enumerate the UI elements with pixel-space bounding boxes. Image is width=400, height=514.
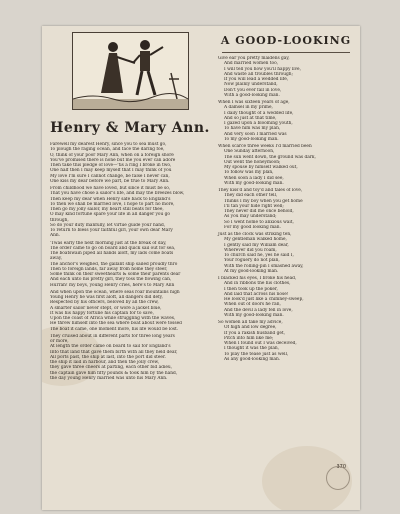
verse-line: or more, xyxy=(50,339,69,344)
verse-line: And each unto his pretty girl, they toss the flowing can, xyxy=(50,277,172,283)
verse-line: From childhood we have loved, but since it must be so, xyxy=(50,186,171,191)
verse-line: They kiss'd and toy'd and tales of love, xyxy=(218,188,303,193)
verse-line: He threw himself into the sea where boat about were tossed xyxy=(50,321,182,327)
verse-line: Ann. xyxy=(50,233,61,239)
verse-line: As any good-looking man. xyxy=(224,356,281,362)
verse-line: Give ear you pretty maidens gay, xyxy=(218,56,290,61)
verse-line: At my good-looking man. xyxy=(224,268,279,274)
woodcut-illustration xyxy=(72,32,189,110)
verse-line: To plough the raging ocean, and face the daring foe, xyxy=(50,147,165,153)
verse-line: I then took up the poker, xyxy=(224,286,278,292)
verse-line: My gentleman walked home, xyxy=(224,237,287,243)
verse-line: Just as the clock was striking ten, xyxy=(218,232,292,237)
verse-line: With my good-looking man. xyxy=(224,180,284,186)
verse-line: With a good-looking man. xyxy=(224,92,280,98)
verse xyxy=(216,188,356,230)
verse-line: The sun went down, the ground was dark, xyxy=(224,154,316,160)
verse-line: the ship it laid in harbour, and then the jolly crew, xyxy=(50,360,160,365)
verse-line: So do your duty manfully, let virtue guide your hand, xyxy=(50,222,166,228)
verse-line: Wherever did you roam, xyxy=(224,247,277,253)
verse-line: When out of doors he ran, xyxy=(224,302,281,308)
verse-line: Farewell my dearest Henry, since you to sea must go, xyxy=(50,142,167,147)
verse-line: And waste all troubles through; xyxy=(224,71,293,77)
verse-line: As you may understand; xyxy=(224,214,277,220)
verse-line: Out went the honeymoon; xyxy=(224,159,281,165)
verse-line: I blacked his eyes, I broke his head, xyxy=(218,276,297,281)
right-column xyxy=(216,32,356,364)
verse-line: To church said he, yes he said I, xyxy=(224,253,294,258)
broadside-sheet xyxy=(42,26,360,510)
verse-line: They did each other tell, xyxy=(224,193,278,199)
verse-line: Into that land that gave them birth with all they held dear, xyxy=(50,349,178,355)
verse-line: I gazed upon a blooming youth, xyxy=(224,121,293,126)
verse xyxy=(50,290,210,332)
verse-line: Now plainly understand, xyxy=(224,82,278,88)
verse xyxy=(216,56,356,98)
verse-line: away, xyxy=(50,256,63,262)
verse-line: Hurrah! my boys, young Henry cries, here's to Mary Ann xyxy=(50,282,175,288)
verse-line: The anchor's weighed, the gallant ship sailed proudly thro xyxy=(50,261,178,267)
verse-line: I thought it was the plan, xyxy=(224,346,280,352)
verse-line: Then keep my dear when Henry safe back to England's xyxy=(50,196,171,202)
verse-line: And laid that across his nose! xyxy=(224,291,289,297)
verse-line: The boatswain piped all hands aloft, my lads come boats xyxy=(50,251,174,256)
verse-line: He look'd just like a chimney-sweep, xyxy=(224,297,304,302)
verse-line: That you have chose a sailor's life, and may the breezes blow, xyxy=(50,191,185,197)
verse-line: To my good-looking man. xyxy=(224,136,279,142)
verse-line: One Sunday afternoon, xyxy=(224,149,275,155)
verse-line: And so just at that time, xyxy=(224,115,277,121)
verse-line: through, xyxy=(50,217,69,223)
verse-line: Of high and low degree, xyxy=(224,325,277,331)
verse-line: And the devil a lady fell in love, xyxy=(224,307,293,313)
verse-line: With my good-looking man. xyxy=(224,312,284,318)
couple-woodcut-icon xyxy=(73,33,188,109)
verse-line: For my good looking man. xyxy=(224,224,281,230)
verse-line: They never did me once behold, xyxy=(224,209,294,214)
verse-line: A smarter sailor never stept, or wore a jacket blue, xyxy=(50,305,162,311)
verse-line: O, think of your poor Mary Ann, when on a foreign shore xyxy=(50,152,174,158)
verse-line: they gave three cheers at parting, each other bid adieu, xyxy=(50,365,173,371)
right-verses xyxy=(216,56,356,362)
verse-line: Your roguery do not plan, xyxy=(224,258,280,264)
verse-line: I will tell you how you'll happy live, xyxy=(224,66,301,72)
verse-line: Then go my jolly sailor, my heart still beats for thee, xyxy=(50,207,164,212)
verse-line: A damsel in my prime, xyxy=(224,105,273,111)
verse-line: the day young Henry married was unto his Mary Ann. xyxy=(50,375,168,381)
verse-line: One half then I may keep myself that I may think of you xyxy=(50,168,172,174)
verse xyxy=(50,186,210,239)
verse-line: Young Henry he was first aloft, all dangers did defy, xyxy=(50,295,163,300)
verse-line: If you a rakish husband get, xyxy=(224,330,285,336)
verse-line: I gently said my William dear, xyxy=(224,242,289,248)
verse-line: With the rolling-pin I smashed away, xyxy=(224,263,304,269)
ballad-title-henry-mary-ann: Henry & Mary Ann. xyxy=(50,120,210,136)
verse-line: To have him was my plan, xyxy=(224,126,281,132)
verse-line: And married women too, xyxy=(224,61,279,67)
verse-line: O may kind fortune spare your life in all danger you go xyxy=(50,212,170,218)
verse-line: When I found out I was deceived, xyxy=(224,341,297,346)
verse-line: One kiss my dear before we part, be true to Mary Ann. xyxy=(50,178,170,184)
verse-line: You've promised there is none but me you ever can adore xyxy=(50,157,176,163)
verse xyxy=(216,320,356,362)
verse-line: And very soon I married was xyxy=(224,131,287,137)
ballad-title-good-looking: A GOOD-LOOKING xyxy=(220,34,352,47)
verse-line: To then we shall be married love, I hope to part no more, xyxy=(50,201,175,207)
verse-line: It was his happy fortune his captain for to save, xyxy=(50,310,154,316)
verse-line: Then to foreign lands, far away from home they steer, xyxy=(50,266,168,272)
verse xyxy=(216,276,356,318)
verse-line: When scarce three weeks I'd married been xyxy=(218,144,312,149)
verse xyxy=(50,241,210,288)
verse-line: When soon a lady I did see, xyxy=(224,175,284,181)
verse-line: Respected by his officers, beloved by all the crew, xyxy=(50,300,159,306)
verse xyxy=(50,334,210,381)
verse-line: The boat it came, one moment more, his life would be lost. xyxy=(50,326,179,332)
verse-line: I daily thought of a wedded life, xyxy=(224,110,294,116)
verse-line: And when upon the ocean, where seas roar mountains high xyxy=(50,289,180,295)
verse-line: And in ribbons the his clothes, xyxy=(224,281,291,287)
library-stamp-icon xyxy=(326,466,350,490)
verse xyxy=(50,142,210,184)
verse xyxy=(216,232,356,274)
verse-line: So I went home to anxious wait, xyxy=(224,219,294,225)
verse-line: the captain gave him fifty pounds & took him by the hand, xyxy=(50,370,178,376)
verse-line: Some think on their sweethearts & some their parents dear xyxy=(50,272,181,277)
verse-line: At length the order came on board to sail for England's xyxy=(50,344,171,350)
verse-line: The order came to go on board and quick sail out for sea, xyxy=(50,245,176,251)
verse-line: When I was sixteen years of age, xyxy=(218,100,290,105)
verse xyxy=(216,144,356,186)
verse-line: They cruised about in different parts for three long years xyxy=(50,333,175,339)
left-verses xyxy=(50,142,210,381)
verse-line: So women all take my advice, xyxy=(218,320,283,325)
verse-line: To return to bless your faithful girl, your own dear Mary xyxy=(50,228,173,233)
catalogue-number: 370 xyxy=(336,464,346,470)
left-column xyxy=(50,32,210,383)
title-rule xyxy=(222,52,350,53)
verse-line: To play the tease just as well, xyxy=(224,351,289,357)
verse-line: To follow was my plan, xyxy=(224,170,274,176)
verse-line: My spouse by himself walked out, xyxy=(224,165,298,170)
verse-line: My love I'm sure I cannot change, be false I never can, xyxy=(50,173,170,179)
verse-line: Pitch into him like me; xyxy=(224,335,274,341)
verse-line: 'Twas early the next morning just at the break of day, xyxy=(50,240,167,246)
verse-line: All ports past, the ship at last, into the port did steer. xyxy=(50,354,166,360)
verse-line: If you will lead a wedded life, xyxy=(224,77,289,82)
verse-line: Upon the coast of Africa while struggling with the waves, xyxy=(50,316,176,321)
verse xyxy=(216,100,356,142)
verse-line: Thinks I my boy when you get home xyxy=(224,198,303,204)
verse-line: I'll tan your hide right well; xyxy=(224,203,284,209)
verse-line: Don't you ever fall in love, xyxy=(224,87,282,93)
verse-line: Then take this pledge of love—'tis a ring I broke in two, xyxy=(50,163,172,168)
